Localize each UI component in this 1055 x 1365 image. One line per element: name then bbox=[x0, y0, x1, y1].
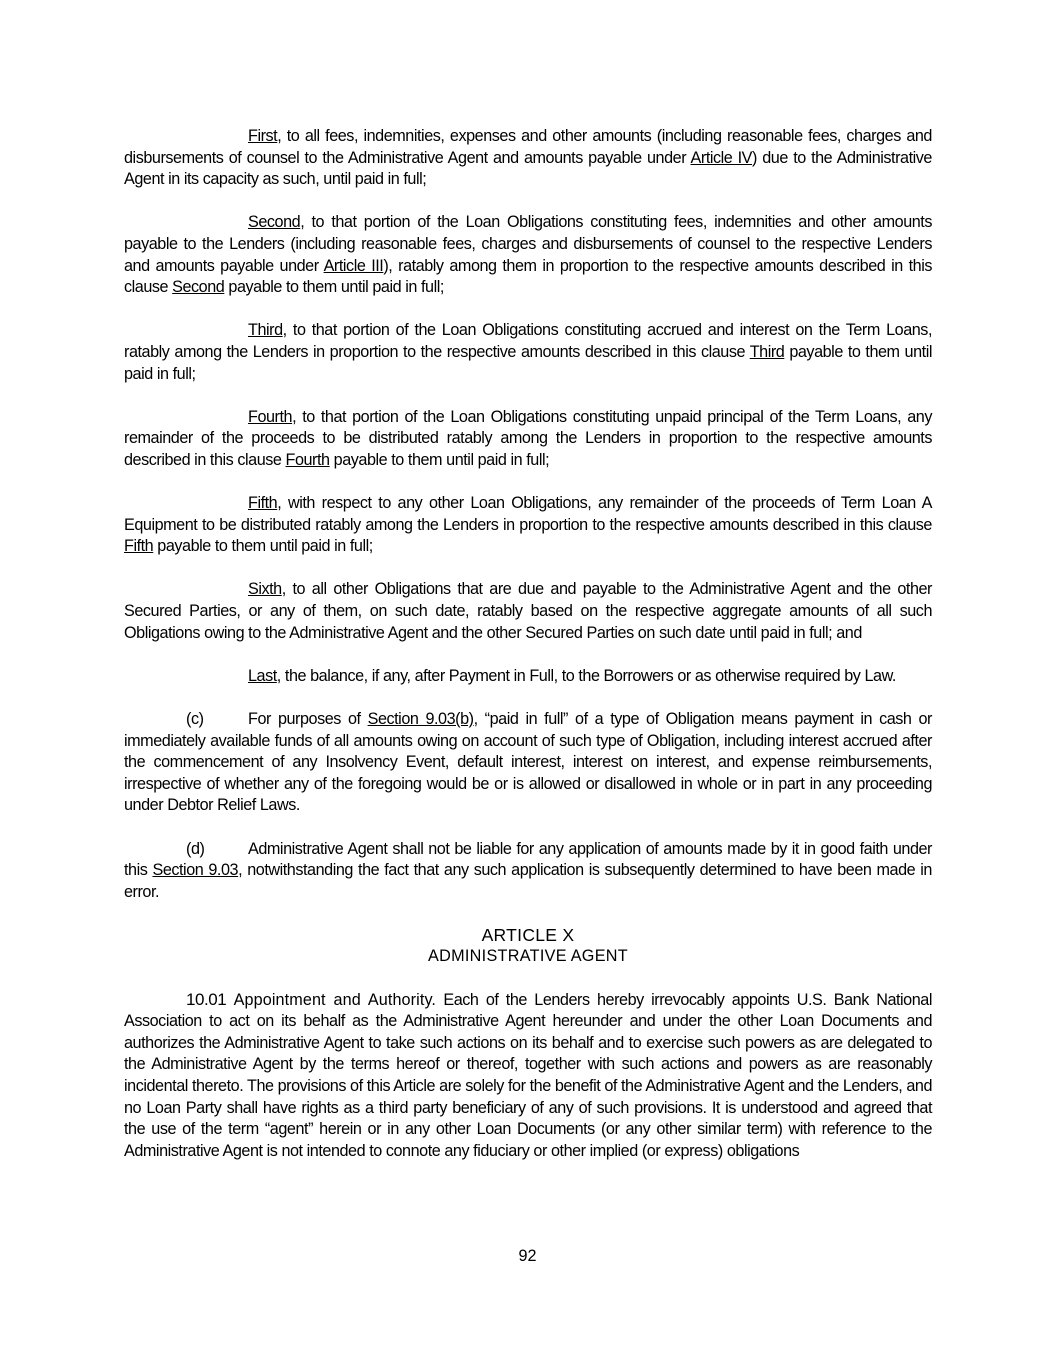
page-number: 92 bbox=[518, 1247, 537, 1265]
text: , to that portion of the Loan Obligations constituting unpaid principal of the Term Loans, any remainder of the proceeds to be distributed ratably among the Lenders in proportion to the respective amounts described in this clause bbox=[124, 407, 932, 469]
section-number: 10.01 bbox=[186, 989, 227, 1009]
section-heading: Appointment and Authority. bbox=[233, 990, 437, 1009]
term-second: Second bbox=[248, 213, 301, 232]
text: Administrative Agent shall not be liable for any application of amounts made by it in good faith under this bbox=[124, 839, 932, 880]
term-fourth: Fourth bbox=[248, 407, 293, 426]
link-section-9-03[interactable]: Section 9.03 bbox=[152, 861, 239, 880]
term-fifth: Fifth bbox=[248, 494, 278, 513]
text: payable to them until paid in full; bbox=[329, 450, 550, 469]
text: , to all other Obligations that are due and payable to the Administrative Agent and the other Secured Parties, or any of them, on such date, ratably based on the respective aggregate amounts of all such Obligations owing to the Administrative Agent and the other Secured Parties on such date until paid in full; and bbox=[124, 580, 932, 642]
document-page bbox=[124, 126, 932, 1184]
link-article-iii[interactable]: Article III bbox=[323, 256, 384, 275]
article-heading bbox=[124, 925, 932, 967]
article-title: ADMINISTRATIVE AGENT bbox=[428, 946, 628, 965]
text: , “paid in full” of a type of Obligation means payment in cash or immediately available funds of all amounts owing on account of such type of Obligation, including interest accrued after the commencement of any Insolvency Event, default interest, interest on interest, and expense reimbursements, irrespective of whether any of the foregoing would be or is allowed or disallowed in whole or in part in any proceeding under Debtor Relief Laws. bbox=[124, 710, 933, 815]
clause-label-d: (d) bbox=[186, 839, 205, 858]
text: For purposes of bbox=[248, 710, 368, 729]
text: , to that portion of the Loan Obligations constituting fees, indemnities and other amounts payable to the Lenders (including reasonable fees, charges and disbursements of counsel to the respective Lenders and amounts payable under bbox=[124, 213, 932, 275]
text: payable to them until paid in full; bbox=[124, 342, 932, 383]
text: , with respect to any other Loan Obligations, any remainder of the proceeds of Term Loan A Equipment to be distributed ratably among the Lenders in proportion to the respective amounts described in this clause bbox=[124, 494, 932, 534]
text: Each of the Lenders hereby irrevocably appoints U.S. Bank National Association to act on its behalf as the Administrative Agent hereunder and under the other Loan Documents and authorizes the Administrative Agent to take such actions on its behalf and to exercise such powers as are delegated to the Administrative Agent by the terms hereof or thereof, together with such actions and powers as are reasonably incidental thereto. The provisions of this Article are solely for the benefit of the Administrative Agent and the Lenders, and no Loan Party shall have rights as a third party beneficiary of any of such provisions. It is understood and agreed that the use of the term “agent” herein or in any other Loan Documents (or any other similar term) with reference to the Administrative Agent is not intended to connote any fiduciary or other implied (or express) obligations bbox=[124, 990, 932, 1160]
paragraph-third bbox=[124, 320, 932, 385]
text: , to that portion of the Loan Obligations constituting accrued and interest on the Term Loans, ratably among the Lenders in proportion to the respective amounts described in this clause bbox=[124, 321, 932, 361]
text: ) due to the Administrative Agent in its capacity as such, until paid in full; bbox=[124, 148, 932, 189]
term-sixth: Sixth bbox=[248, 580, 282, 599]
ref-clause-fourth: Fourth bbox=[285, 450, 330, 469]
paragraph-last bbox=[124, 666, 932, 688]
link-article-iv[interactable]: Article IV bbox=[690, 148, 753, 167]
clause-label-c: (c) bbox=[186, 710, 204, 729]
ref-clause-second: Second bbox=[172, 278, 225, 297]
paragraph-fifth bbox=[124, 493, 932, 558]
text: , the balance, if any, after Payment in Full, to the Borrowers or as otherwise required by Law. bbox=[276, 666, 896, 685]
term-third: Third bbox=[248, 321, 283, 340]
paragraph-d bbox=[124, 839, 932, 904]
ref-clause-fifth: Fifth bbox=[124, 537, 154, 556]
paragraph-fourth bbox=[124, 407, 932, 472]
paragraph-c bbox=[124, 709, 932, 817]
text: payable to them until paid in full; bbox=[224, 278, 444, 297]
text: ), ratably among them in proportion to the respective amounts described in this clause bbox=[124, 256, 932, 297]
link-section-9-03-b[interactable]: Section 9.03(b) bbox=[367, 710, 474, 729]
term-first: First bbox=[248, 127, 278, 145]
ref-clause-third: Third bbox=[749, 342, 785, 361]
paragraph-first bbox=[124, 126, 932, 191]
paragraph-sixth bbox=[124, 579, 932, 644]
term-last: Last bbox=[248, 666, 277, 685]
paragraph-section-10-01 bbox=[124, 989, 932, 1163]
text: payable to them until paid in full; bbox=[153, 537, 373, 556]
paragraph-second bbox=[124, 212, 932, 298]
article-number: ARTICLE X bbox=[481, 924, 575, 945]
text: , to all fees, indemnities, expenses and other amounts (including reasonable fees, charges and disbursements of counsel to the Administrative Agent and amounts payable under bbox=[124, 127, 932, 167]
text: , notwithstanding the fact that any such application is subsequently determined to have been made in error. bbox=[124, 861, 932, 901]
